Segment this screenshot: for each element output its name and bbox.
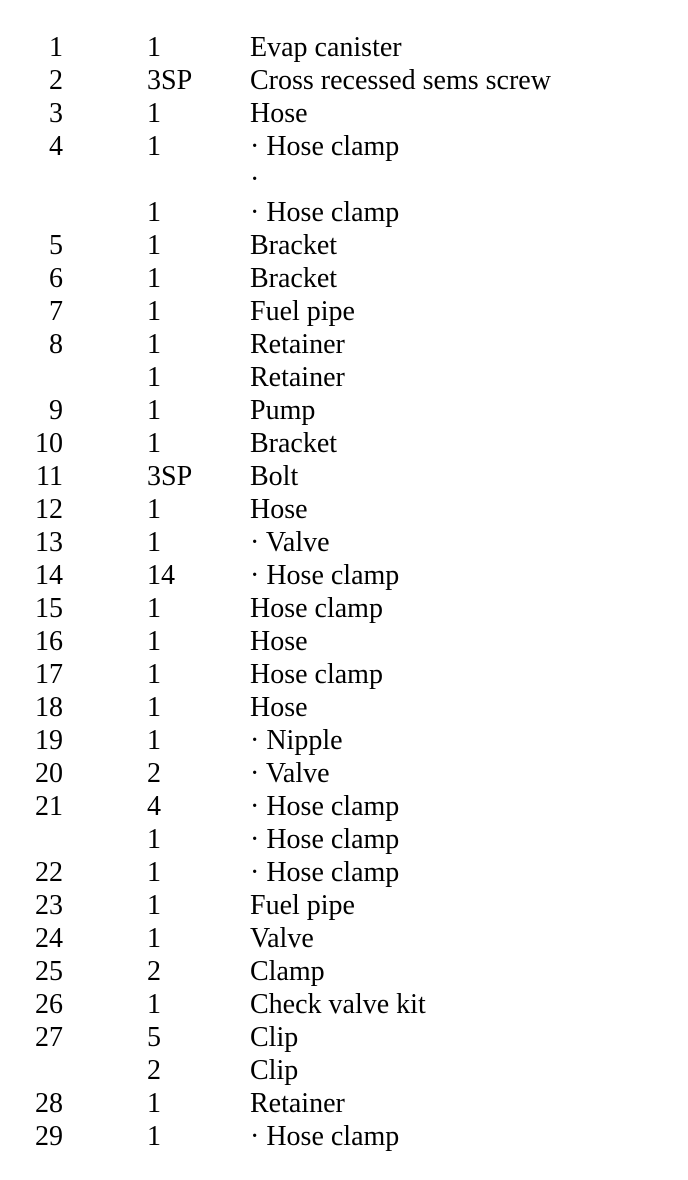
table-row xyxy=(0,229,688,262)
ref-number: 4 xyxy=(49,131,63,162)
table-row xyxy=(0,196,688,229)
part-description: Valve xyxy=(250,923,314,954)
quantity: 1 xyxy=(147,197,161,228)
table-row xyxy=(0,1087,688,1120)
quantity: 1 xyxy=(147,527,161,558)
table-row xyxy=(0,493,688,526)
table-row xyxy=(0,394,688,427)
quantity: 1 xyxy=(147,857,161,888)
quantity: 1 xyxy=(147,725,161,756)
quantity: 1 xyxy=(147,98,161,129)
ref-number: 10 xyxy=(35,428,63,459)
part-description: · Hose clamp xyxy=(250,560,400,591)
ref-number: 21 xyxy=(35,791,63,822)
ref-number: 16 xyxy=(35,626,63,657)
table-row xyxy=(0,262,688,295)
part-description: Retainer xyxy=(250,1088,345,1119)
ref-number: 1 xyxy=(49,32,63,63)
part-description: Fuel pipe xyxy=(250,890,355,921)
quantity: 1 xyxy=(147,230,161,261)
table-row xyxy=(0,592,688,625)
ref-number: 13 xyxy=(35,527,63,558)
table-row xyxy=(0,889,688,922)
table-row xyxy=(0,97,688,130)
table-row xyxy=(0,1120,688,1153)
part-description: Hose clamp xyxy=(250,593,383,624)
part-description: Bracket xyxy=(250,263,338,294)
part-description: · xyxy=(250,164,260,195)
table-row xyxy=(0,361,688,394)
part-description: · Hose clamp xyxy=(250,791,400,822)
quantity: 4 xyxy=(147,791,161,822)
table-row xyxy=(0,1054,688,1087)
ref-number: 24 xyxy=(35,923,63,954)
table-row xyxy=(0,64,688,97)
table-row xyxy=(0,856,688,889)
quantity: 1 xyxy=(147,428,161,459)
table-row xyxy=(0,427,688,460)
quantity: 1 xyxy=(147,395,161,426)
ref-number: 12 xyxy=(35,494,63,525)
quantity: 1 xyxy=(147,626,161,657)
quantity: 1 xyxy=(147,659,161,690)
ref-number: 14 xyxy=(35,560,63,591)
quantity: 1 xyxy=(147,296,161,327)
part-description: · Hose clamp xyxy=(250,1121,400,1152)
part-description: Retainer xyxy=(250,362,345,393)
ref-number: 5 xyxy=(49,230,63,261)
table-row xyxy=(0,757,688,790)
quantity: 1 xyxy=(147,131,161,162)
quantity: 1 xyxy=(147,593,161,624)
part-description: Check valve kit xyxy=(250,989,426,1020)
quantity: 1 xyxy=(147,1121,161,1152)
part-description: Clip xyxy=(250,1022,299,1053)
part-description: · Valve xyxy=(250,527,330,558)
ref-number: 6 xyxy=(49,263,63,294)
ref-number: 19 xyxy=(35,725,63,756)
table-row xyxy=(0,625,688,658)
part-description: Hose clamp xyxy=(250,659,383,690)
parts-list xyxy=(0,31,688,1153)
ref-number: 20 xyxy=(35,758,63,789)
quantity: 1 xyxy=(147,824,161,855)
quantity: 1 xyxy=(147,32,161,63)
ref-number: 15 xyxy=(35,593,63,624)
quantity: 1 xyxy=(147,362,161,393)
table-row xyxy=(0,790,688,823)
quantity: 1 xyxy=(147,329,161,360)
part-description: Clip xyxy=(250,1055,299,1086)
quantity: 1 xyxy=(147,263,161,294)
part-description: Fuel pipe xyxy=(250,296,355,327)
quantity: 3SP xyxy=(147,65,193,96)
table-row xyxy=(0,328,688,361)
quantity: 1 xyxy=(147,923,161,954)
table-row xyxy=(0,922,688,955)
table-row xyxy=(0,955,688,988)
ref-number: 28 xyxy=(35,1088,63,1119)
quantity: 14 xyxy=(147,560,175,591)
part-description: Hose xyxy=(250,692,308,723)
table-row xyxy=(0,658,688,691)
part-description: Bolt xyxy=(250,461,299,492)
quantity: 3SP xyxy=(147,461,193,492)
quantity: 2 xyxy=(147,956,161,987)
ref-number: 2 xyxy=(49,65,63,96)
ref-number: 11 xyxy=(36,461,63,492)
ref-number: 17 xyxy=(35,659,63,690)
table-row xyxy=(0,163,688,196)
part-description: Pump xyxy=(250,395,316,426)
quantity: 1 xyxy=(147,494,161,525)
part-description: Cross recessed sems screw xyxy=(250,65,551,96)
part-description: Retainer xyxy=(250,329,345,360)
part-description: · Hose clamp xyxy=(250,824,400,855)
quantity: 1 xyxy=(147,1088,161,1119)
table-row xyxy=(0,724,688,757)
ref-number: 26 xyxy=(35,989,63,1020)
part-description: · Valve xyxy=(250,758,330,789)
part-description: · Hose clamp xyxy=(250,131,400,162)
ref-number: 22 xyxy=(35,857,63,888)
part-description: Hose xyxy=(250,98,308,129)
part-description: Hose xyxy=(250,494,308,525)
table-row xyxy=(0,460,688,493)
table-row xyxy=(0,559,688,592)
table-row xyxy=(0,526,688,559)
table-row xyxy=(0,1021,688,1054)
part-description: Clamp xyxy=(250,956,325,987)
table-row xyxy=(0,823,688,856)
ref-number: 25 xyxy=(35,956,63,987)
ref-number: 3 xyxy=(49,98,63,129)
table-row xyxy=(0,31,688,64)
quantity: 2 xyxy=(147,1055,161,1086)
quantity: 1 xyxy=(147,989,161,1020)
quantity: 1 xyxy=(147,692,161,723)
part-description: · Nipple xyxy=(250,725,343,756)
ref-number: 7 xyxy=(49,296,63,327)
part-description: Hose xyxy=(250,626,308,657)
table-row xyxy=(0,988,688,1021)
quantity: 1 xyxy=(147,890,161,921)
ref-number: 29 xyxy=(35,1121,63,1152)
part-description: Evap canister xyxy=(250,32,402,63)
table-row xyxy=(0,130,688,163)
quantity: 2 xyxy=(147,758,161,789)
ref-number: 23 xyxy=(35,890,63,921)
ref-number: 27 xyxy=(35,1022,63,1053)
part-description: Bracket xyxy=(250,230,338,261)
part-description: Bracket xyxy=(250,428,338,459)
ref-number: 9 xyxy=(49,395,63,426)
table-row xyxy=(0,691,688,724)
ref-number: 18 xyxy=(35,692,63,723)
quantity: 5 xyxy=(147,1022,161,1053)
ref-number: 8 xyxy=(49,329,63,360)
part-description: · Hose clamp xyxy=(250,197,400,228)
part-description: · Hose clamp xyxy=(250,857,400,888)
table-row xyxy=(0,295,688,328)
